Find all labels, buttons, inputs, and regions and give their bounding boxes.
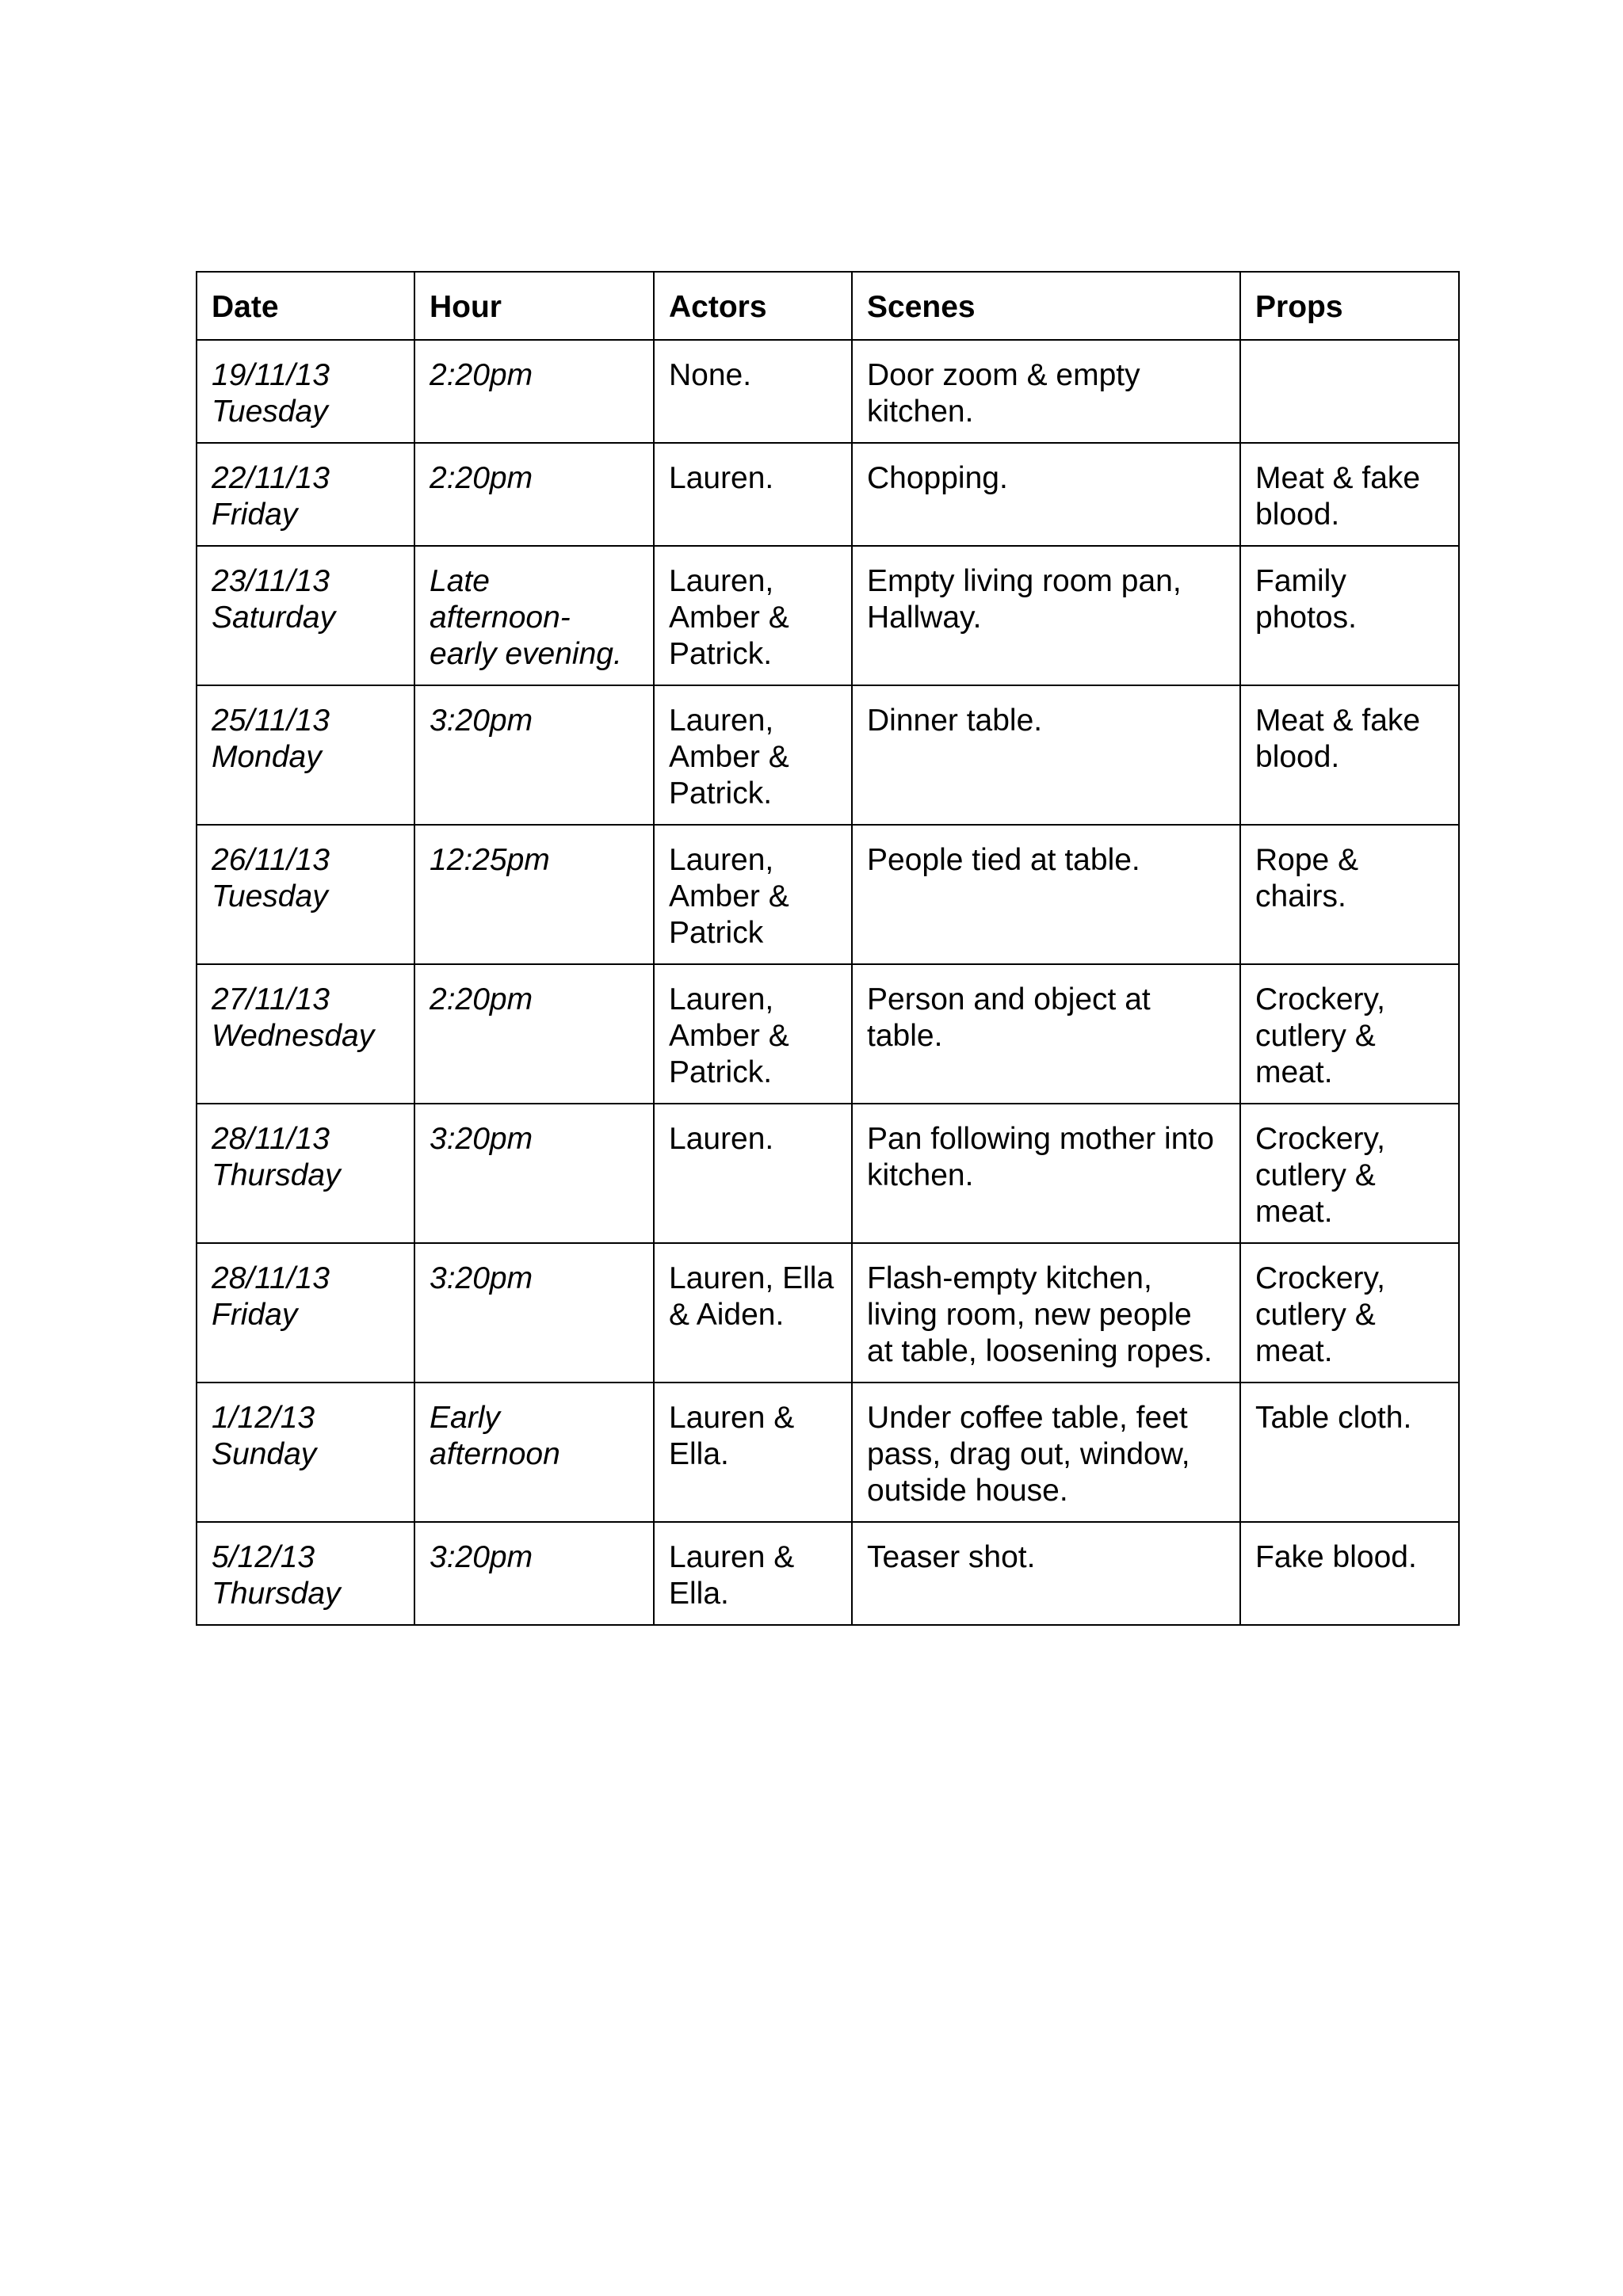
- cell-hour: 3:20pm: [414, 1243, 654, 1383]
- header-actors: Actors: [654, 272, 852, 340]
- cell-actors: Lauren, Amber & Patrick.: [654, 546, 852, 685]
- cell-scenes: Chopping.: [852, 443, 1240, 546]
- table-row: [197, 964, 1459, 1104]
- cell-hour: Early afternoon: [414, 1383, 654, 1522]
- cell-scenes: Flash-empty kitchen, living room, new people at table, loosening ropes.: [852, 1243, 1240, 1383]
- cell-date: 19/11/13 Tuesday: [197, 340, 414, 443]
- cell-props: Crockery, cutlery & meat.: [1240, 964, 1459, 1104]
- cell-hour: 2:20pm: [414, 443, 654, 546]
- cell-date: 26/11/13 Tuesday: [197, 825, 414, 964]
- header-hour: Hour: [414, 272, 654, 340]
- cell-props: Meat & fake blood.: [1240, 443, 1459, 546]
- cell-hour: 2:20pm: [414, 340, 654, 443]
- cell-scenes: Pan following mother into kitchen.: [852, 1104, 1240, 1243]
- table-header: [197, 272, 1459, 340]
- cell-date: 28/11/13 Thursday: [197, 1104, 414, 1243]
- cell-actors: Lauren & Ella.: [654, 1522, 852, 1625]
- cell-date: 5/12/13 Thursday: [197, 1522, 414, 1625]
- cell-date: 23/11/13 Saturday: [197, 546, 414, 685]
- cell-props: [1240, 340, 1459, 443]
- cell-props: Crockery, cutlery & meat.: [1240, 1104, 1459, 1243]
- cell-actors: Lauren, Ella & Aiden.: [654, 1243, 852, 1383]
- shooting-schedule-table: [196, 271, 1460, 1626]
- cell-scenes: Door zoom & empty kitchen.: [852, 340, 1240, 443]
- table-row: [197, 1383, 1459, 1522]
- table-row: [197, 340, 1459, 443]
- table-row: [197, 546, 1459, 685]
- table-body: [197, 340, 1459, 1625]
- table-row: [197, 1522, 1459, 1625]
- cell-date: 28/11/13 Friday: [197, 1243, 414, 1383]
- table-row: [197, 685, 1459, 825]
- cell-hour: 3:20pm: [414, 685, 654, 825]
- cell-actors: None.: [654, 340, 852, 443]
- cell-actors: Lauren, Amber & Patrick.: [654, 964, 852, 1104]
- cell-scenes: Teaser shot.: [852, 1522, 1240, 1625]
- cell-scenes: Empty living room pan, Hallway.: [852, 546, 1240, 685]
- cell-actors: Lauren.: [654, 443, 852, 546]
- header-scenes: Scenes: [852, 272, 1240, 340]
- cell-props: Fake blood.: [1240, 1522, 1459, 1625]
- cell-props: Family photos.: [1240, 546, 1459, 685]
- cell-date: 25/11/13 Monday: [197, 685, 414, 825]
- cell-scenes: People tied at table.: [852, 825, 1240, 964]
- cell-hour: Late afternoon- early evening.: [414, 546, 654, 685]
- cell-props: Meat & fake blood.: [1240, 685, 1459, 825]
- cell-date: 22/11/13 Friday: [197, 443, 414, 546]
- cell-date: 27/11/13 Wednesday: [197, 964, 414, 1104]
- cell-hour: 12:25pm: [414, 825, 654, 964]
- cell-scenes: Dinner table.: [852, 685, 1240, 825]
- cell-hour: 3:20pm: [414, 1104, 654, 1243]
- table-row: [197, 1243, 1459, 1383]
- table-row: [197, 443, 1459, 546]
- header-props: Props: [1240, 272, 1459, 340]
- cell-props: Rope & chairs.: [1240, 825, 1459, 964]
- cell-scenes: Under coffee table, feet pass, drag out, window, outside house.: [852, 1383, 1240, 1522]
- cell-scenes: Person and object at table.: [852, 964, 1240, 1104]
- cell-actors: Lauren.: [654, 1104, 852, 1243]
- cell-actors: Lauren, Amber & Patrick: [654, 825, 852, 964]
- header-row: [197, 272, 1459, 340]
- table-row: [197, 1104, 1459, 1243]
- cell-hour: 3:20pm: [414, 1522, 654, 1625]
- table-row: [197, 825, 1459, 964]
- cell-hour: 2:20pm: [414, 964, 654, 1104]
- cell-props: Crockery, cutlery & meat.: [1240, 1243, 1459, 1383]
- header-date: Date: [197, 272, 414, 340]
- cell-actors: Lauren & Ella.: [654, 1383, 852, 1522]
- cell-actors: Lauren, Amber & Patrick.: [654, 685, 852, 825]
- cell-props: Table cloth.: [1240, 1383, 1459, 1522]
- cell-date: 1/12/13 Sunday: [197, 1383, 414, 1522]
